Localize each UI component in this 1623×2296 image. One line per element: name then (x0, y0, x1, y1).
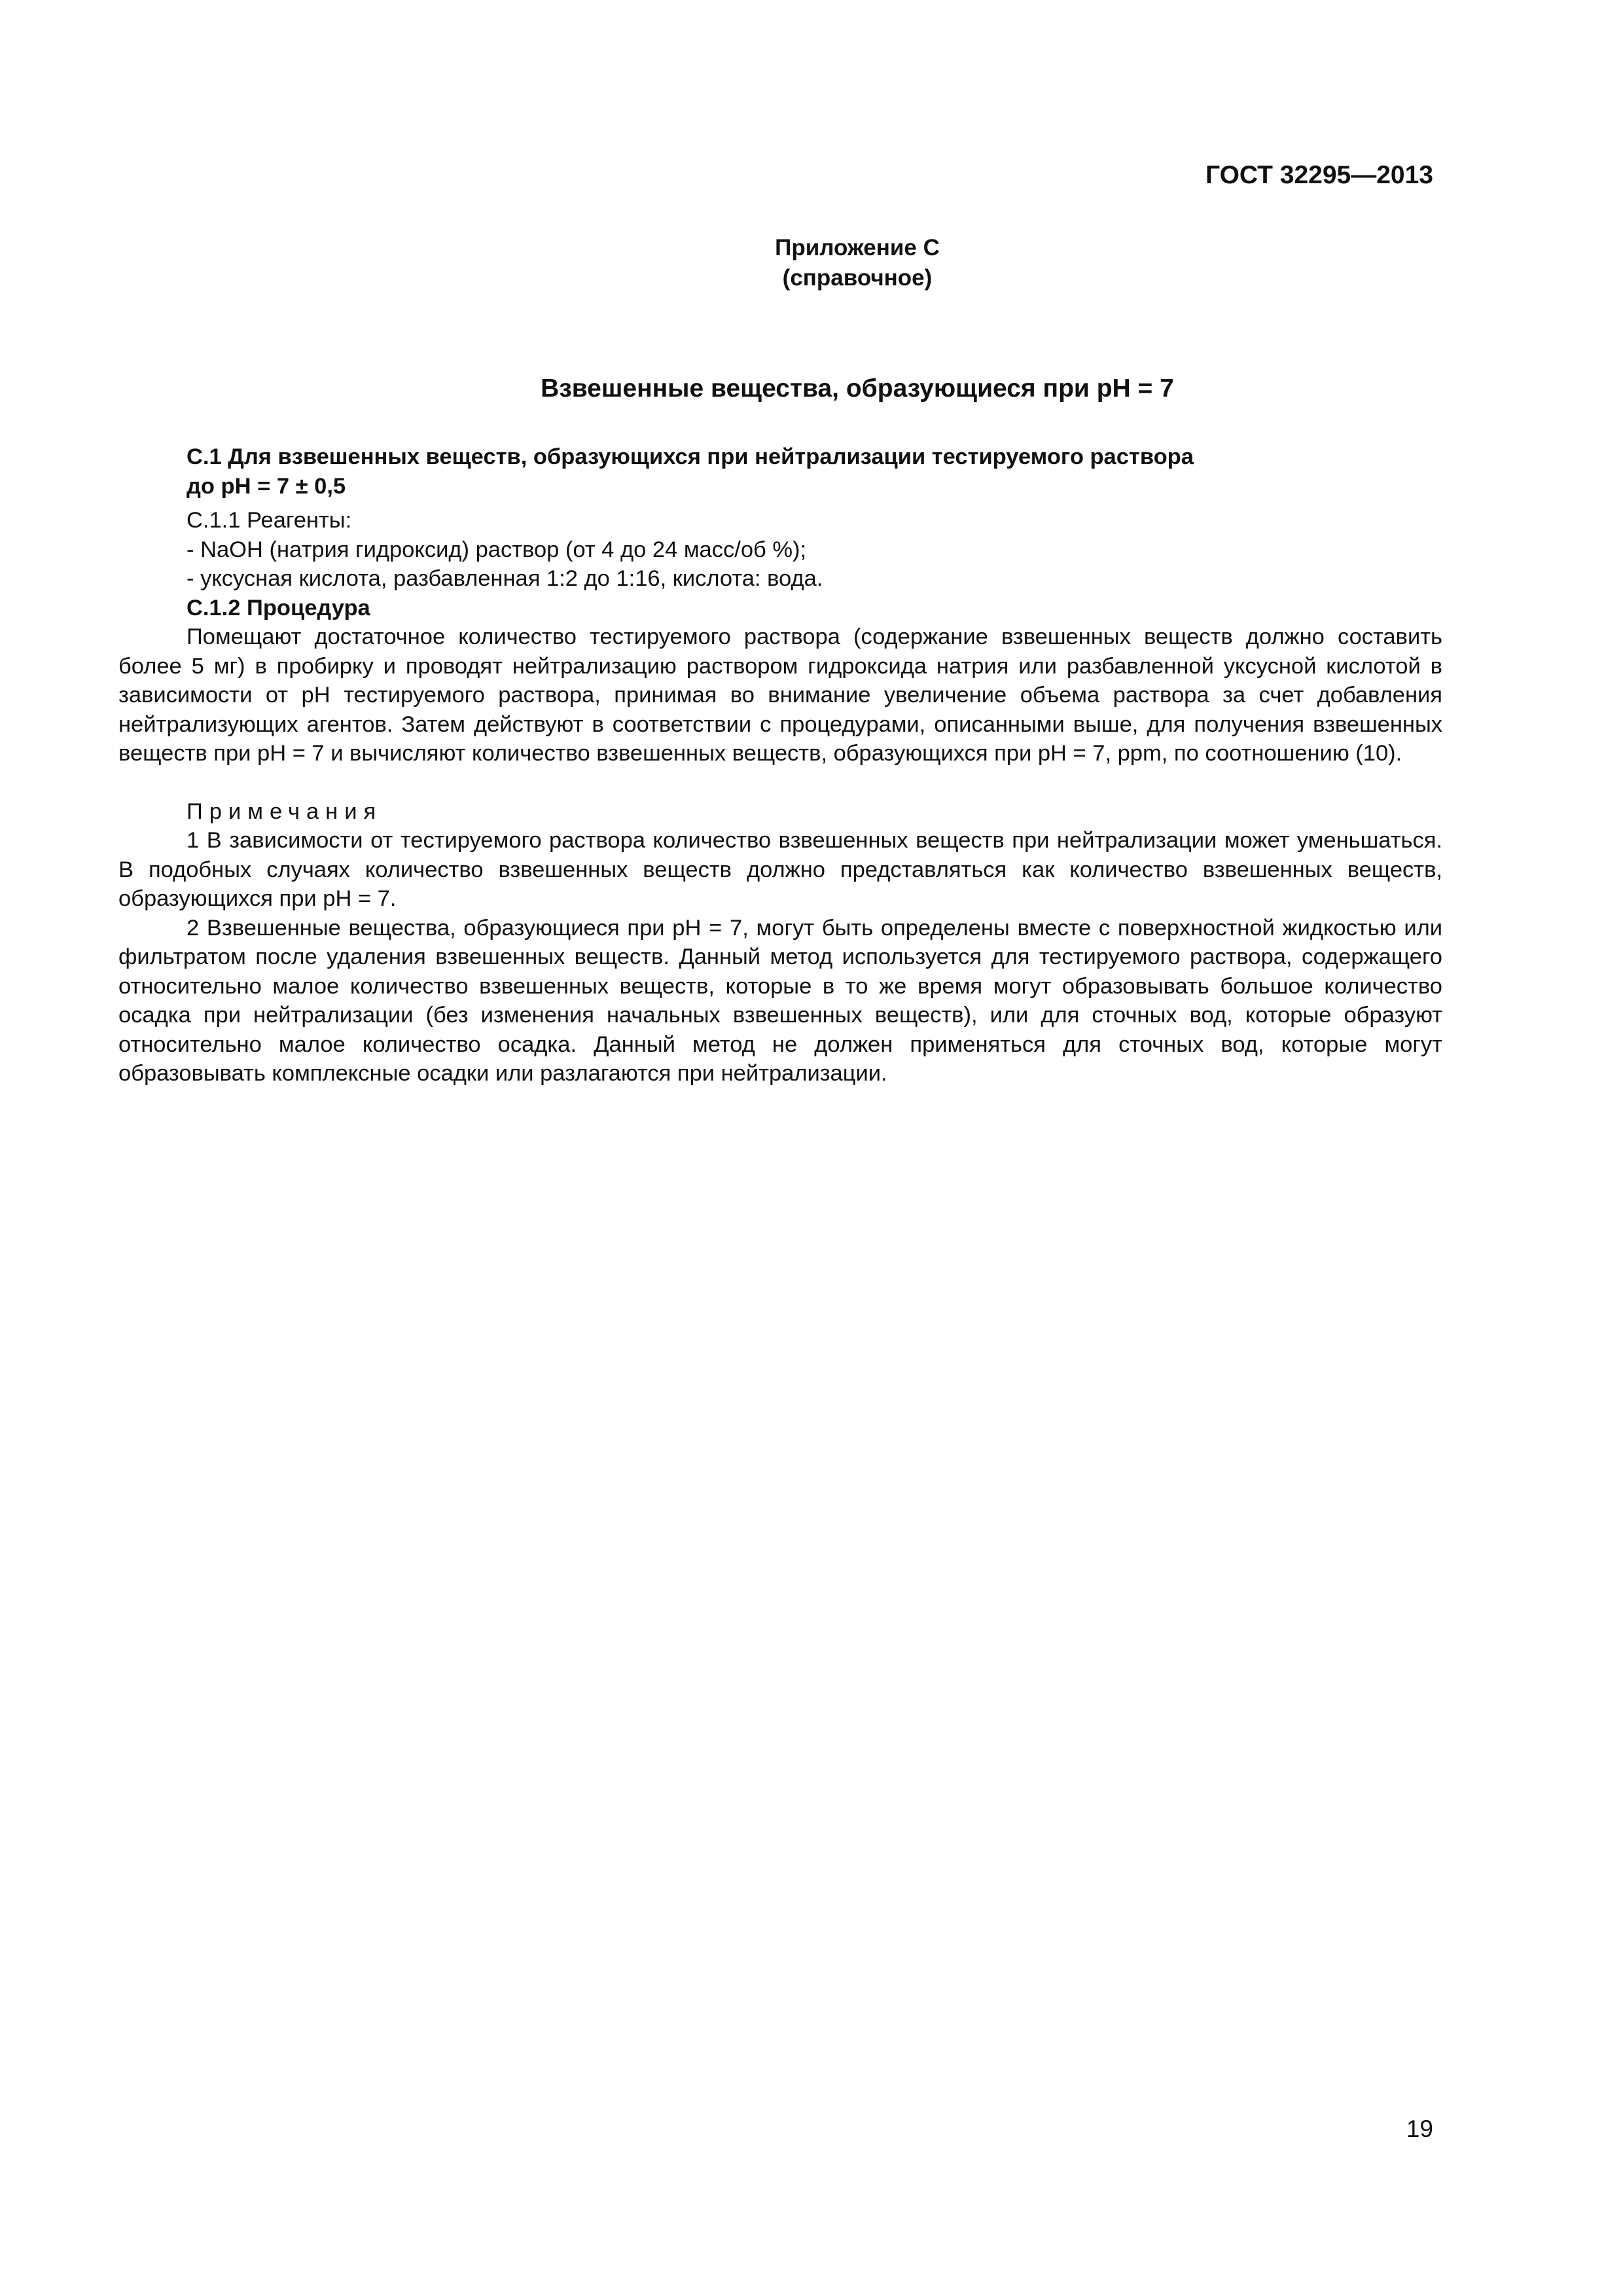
note-item: 1 В зависимости от тестируемого раствора количество взвешенных веществ при нейтрализации может уменьшаться. В подобных случаях количество взвешенных веществ должно представляться как количество взвешенных веществ, образующихся при рН = 7. (118, 828, 1442, 911)
standard-code: ГОСТ 32295—2013 (1205, 161, 1433, 189)
list-item: - уксусная кислота, разбавленная 1:2 до 1:16, кислота: вода. (187, 566, 823, 591)
appendix-title: Взвешенные вещества, образующиеся при рН = 7 (541, 374, 1174, 403)
section-c1-heading-line1: С.1 Для взвешенных веществ, образующихся при нейтрализации тестируемого раствора (187, 444, 1194, 469)
section-c12-heading: С.1.2 Процедура (187, 595, 370, 620)
section-c11-heading: С.1.1 Реагенты: (187, 508, 352, 533)
note-item: 2 Взвешенные вещества, образующиеся при рН = 7, могут быть определены вместе с поверхностной жидкостью или фильтратом после удаления взвешенных веществ. Данный метод используется для тестируемого раствора, содержащего относительно малое количество взвешенных веществ, которые в то же время могут образовывать большое количество осадка при нейтрализации (без изменения начальных взвешенных веществ), или для сточных вод, которые образуют относительно малое количество осадка. Данный метод не должен применяться для сточных вод, которые могут образовывать комплексные осадки или разлагаются при нейтрализации. (118, 915, 1442, 1086)
section-c12-paragraph: Помещают достаточное количество тестируемого раствора (содержание взвешенных веществ должно составить более 5 мг) в пробирку и проводят нейтрализацию раствором гидроксида натрия или разбавленной уксусной кислотой в зависимости от рН тестируемого раствора, принимая во внимание увеличение объема раствора за счет добавления нейтрализующих агентов. Затем действуют в соответствии с процедурами, описанными выше, для получения взвешенных веществ при рН = 7 и вычисляют количество взвешенных веществ, образующихся при рН = 7, ppm, по соотношению (10). (118, 624, 1442, 766)
section-c1-heading-line2: до рН = 7 ± 0,5 (187, 473, 346, 499)
document-body (118, 442, 1442, 1088)
page-number: 19 (1406, 2115, 1433, 2142)
notes-heading: Примечания (187, 798, 383, 824)
annex-heading (0, 233, 1623, 293)
annex-label: Приложение С (775, 235, 940, 260)
list-item: - NaOH (натрия гидроксид) раствор (от 4 до 24 масс/об %); (187, 537, 807, 562)
annex-type: (справочное) (782, 265, 933, 291)
